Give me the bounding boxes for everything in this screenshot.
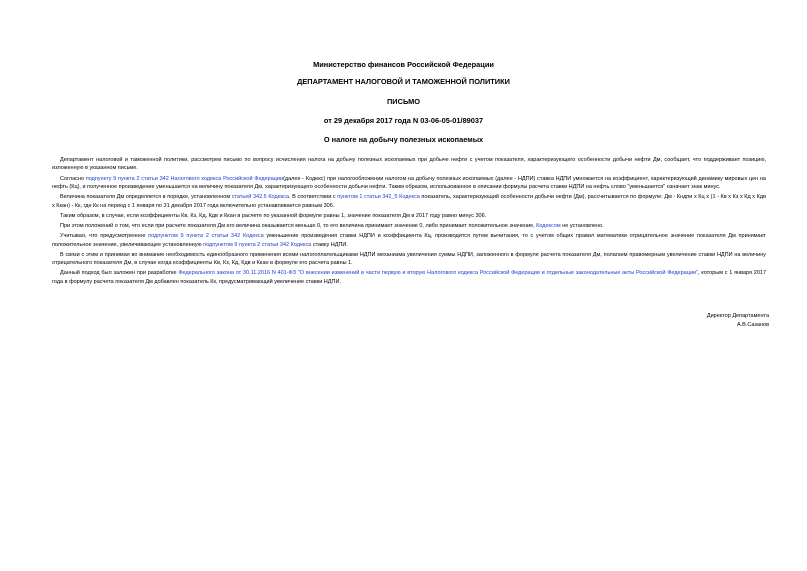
paragraph-3 (52, 193, 766, 210)
letter-body (52, 156, 766, 288)
ministry-name: Министерство финансов Российской Федерации (313, 60, 494, 69)
link-tax-code-art342[interactable]: подпункту 9 пункта 2 статьи 342 Налогового кодекса Российской Федерации (85, 175, 284, 182)
document-date-number: от 29 декабря 2017 года N 03-06-05-01/89037 (323, 116, 484, 125)
paragraph-text: В связи с этим и принимая во внимание необходимость единообразного применения всеми налогоплательщиками НДПИ механизма увеличения суммы НДПИ, заложенного в формуле расчета показателя Дм, полагаем правомерным увеличение ставки НДПИ на величину отрицательного показателя Дм, в случае когда коэффициенты Кв, Кз, Кд, Кдв и Ккан в формуле его расчета равны 1. (52, 251, 766, 267)
link-code[interactable]: Кодексом (536, 222, 561, 229)
department-name: ДЕПАРТАМЕНТ НАЛОГОВОЙ И ТАМОЖЕННОЙ ПОЛИТИКИ (297, 77, 510, 86)
link-art342-5[interactable]: статьей 342.5 Кодекса (231, 194, 290, 201)
link-art342-sub9[interactable]: подпунктом 9 пункта 2 статьи 342 Кодекса (148, 233, 264, 240)
paragraph-text: Данный подход был заложен при разработке (60, 270, 179, 277)
paragraph-text: . В соответствии с (289, 194, 338, 201)
paragraph-6 (52, 232, 766, 249)
paragraph-1 (52, 156, 766, 173)
paragraph-text: ставку НДПИ. (311, 241, 348, 248)
paragraph-text: не установлено. (560, 222, 604, 229)
link-art342-5-p1[interactable]: пунктом 1 статьи 342_5 Кодекса (337, 194, 420, 201)
paragraph-7 (52, 251, 766, 268)
paragraph-5 (52, 222, 766, 230)
link-art342-sub9-second[interactable]: подпунктом 9 пункта 2 статьи 342 Кодекса (203, 241, 312, 248)
link-federal-law-401fz[interactable]: Федерального закона от 30.11.2016 N 401-ФЗ "О внесении изменений в части первую и вторую Налогового кодекса Российской Федерации и отдельные законодательные акты Российской Федерации" (178, 270, 698, 277)
paragraph-text: Согласно (60, 175, 86, 182)
paragraph-text: , которым с 1 января 2017 года в формулу расчета показателя Дм добавлен показатель Кк, предусматривающий увеличение ставки НДПИ. (52, 270, 767, 285)
paragraph-text: Величина показателя Дм определяется в порядке, установленном (60, 194, 232, 201)
paragraph-text: уменьшение произведения ставки НДПИ и коэффициента Кц, производится путем вычитания, то с учетом общих правил математики отрицательное значение показателя Дм принимает положительное значение, увеличивающее установленную (52, 233, 767, 248)
paragraph-text: (далее - Кодекс) при налогообложении налогом на добычу полезных ископаемых (далее - НДПИ) ставка НДПИ умножается на коэффициент, характеризующий динамику мировых цен на нефть (Кц), и полученное произведение уменьшается на величину показателя Дм, характеризующего особенности добычи нефти. Таким образом, использованное в описании формулы расчета ставки НДПИ на нефть слово "уменьшается" означает знак минус. (52, 175, 766, 190)
signature-title: Директор Департамента (706, 313, 769, 319)
paragraph-text: Учитывая, что предусмотренное (60, 233, 149, 240)
paragraph-text: Департамент налоговой и таможенной политики, рассмотрев письмо по вопросу исчисления налога на добычу полезных ископаемых при добыче нефти с учетом показателя, характеризующего особенности добычи нефти Дм, сообщает, что поддерживает позицию, изложенную в указанном письме. (52, 157, 766, 172)
signature-name: А.В.Сазанов (736, 322, 769, 328)
paragraph-8 (52, 269, 766, 286)
document-subject: О налоге на добычу полезных ископаемых (323, 135, 484, 144)
document-type: ПИСЬМО (387, 97, 420, 106)
paragraph-2 (52, 175, 766, 192)
paragraph-4 (52, 212, 766, 220)
paragraph-text: При этом положений о том, что если при расчете показателя Дм его величина оказывается меньше 0, то его величина принимает значение 0, либо принимает положительное значение, (60, 222, 537, 229)
paragraph-text: Таким образом, в случае, если коэффициенты Кв, Кз, Кд, Кдв и Ккан в расчете по указанной формуле равны 1, значение показателя Дм в 2017 году равно минус 306. (60, 212, 487, 219)
paragraph-text: показатель, характеризующий особенности добычи нефти (Дм), рассчитывается по формуле: Дм - Кндпи х Кц х (1 - Кв х Кз х Кд х Кдв х Ккан) - Кк, где Кк на период с 1 января по 31 декабря 2017 года включительно устанавливается равным 306. (52, 194, 766, 209)
